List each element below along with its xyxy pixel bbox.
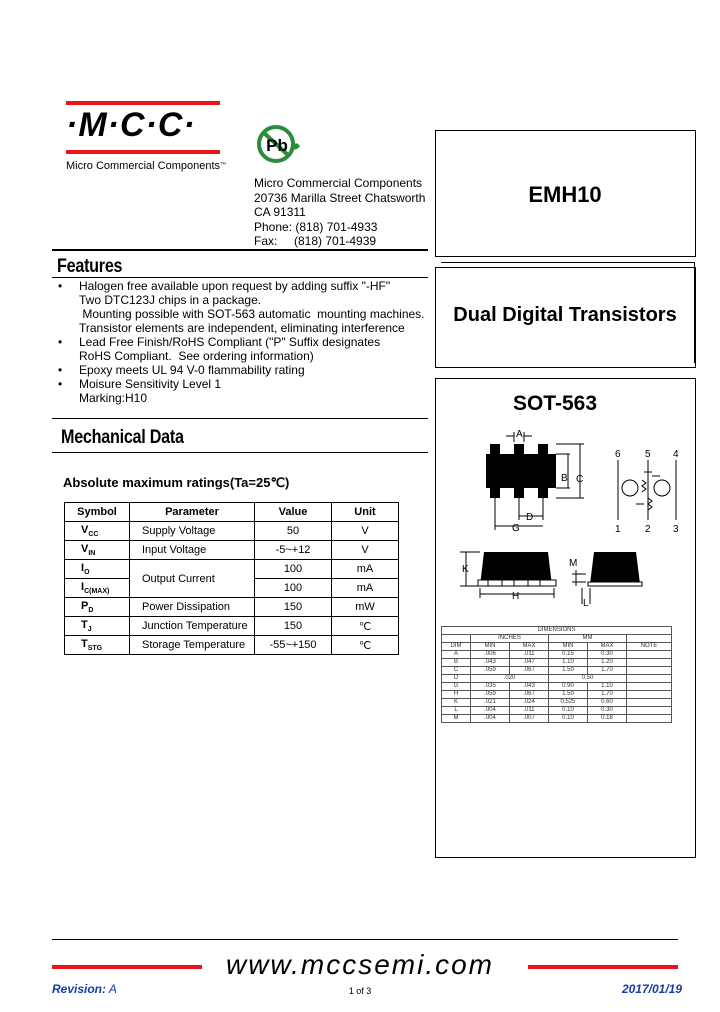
table-row: $I_O$ Output Current 100 mA [65, 560, 399, 579]
table-row: L .004 .011 0.10 0.30 [442, 707, 672, 715]
col-unit: Unit [332, 503, 399, 522]
header-divider [52, 249, 428, 251]
table-row: $T_{STG}$ Storage Temperature -55~+150 ℃ [65, 636, 399, 655]
mechanical-underline [52, 452, 428, 453]
company-address [254, 176, 425, 249]
address-line: Micro Commercial Components [254, 176, 423, 190]
revision: Revision: A [52, 982, 117, 996]
footer-rule [52, 939, 678, 940]
list-item: RoHS Compliant. See ordering information) [79, 349, 314, 363]
table-row: M .004 .007 0.10 0.18 [442, 715, 672, 723]
list-item: Transistor elements are independent, eliminating interference [79, 321, 405, 335]
table-row: H .059 .067 1.50 1.70 [442, 691, 672, 699]
logo-bottom-bar [66, 150, 220, 154]
list-item: Marking:H10 [79, 391, 148, 405]
table-row: K .021 .024 0.525 0.60 [442, 699, 672, 707]
features-underline [52, 277, 428, 278]
package-name: SOT-563 [512, 392, 598, 415]
table-row: B .043 .047 1.10 1.20 [442, 659, 672, 667]
address-line: 20736 Marilla Street Chatsworth [254, 190, 426, 205]
table-row: $P_D$ Power Dissipation 150 mW [65, 598, 399, 617]
list-item: • Moisure Sensitivity Level 1 [58, 377, 222, 391]
address-line: CA 91311 [254, 205, 306, 219]
list-item: • Epoxy meets UL 94 V-0 flammability rating [58, 363, 305, 377]
dim-label-c: C [576, 474, 584, 485]
table-header-row [65, 503, 399, 522]
dim-label-a: A [516, 429, 523, 440]
table-row: $V_{IN}$ Input Voltage -5~+12 V [65, 541, 399, 560]
list-item: Mounting possible with SOT-563 automatic mounting machines. [79, 307, 425, 321]
address-phone: Phone: (818) 701-4933 [254, 219, 378, 234]
lead-free-label: Pb [266, 136, 288, 155]
lead-free-icon [254, 122, 302, 166]
pin-1: 1 [615, 524, 621, 535]
pin-2: 2 [645, 524, 651, 535]
pin-3: 3 [673, 524, 679, 535]
package-diagram [440, 424, 690, 618]
company-tagline: Micro Commercial Components™ [66, 160, 226, 172]
features-heading: Features [57, 256, 123, 277]
features-list [56, 279, 425, 405]
table-row: C .059 .067 1.50 1.70 [442, 667, 672, 675]
dim-label-m: M [569, 558, 578, 569]
list-item: • Halogen free available upon request by adding suffix "-HF" [58, 279, 391, 293]
product-title: Dual Digital Transistors [453, 304, 677, 326]
dim-label-d: D [526, 512, 534, 523]
dim-label-k: K [462, 564, 469, 575]
list-item: • Lead Free Finish/RoHS Compliant ("P" Suffix designates [58, 335, 381, 349]
website-link[interactable]: www.mccsemi.com [225, 949, 494, 980]
ratings-table [64, 502, 399, 655]
dimensions-table [441, 626, 672, 723]
table-row: $I_{C(MAX)}$ 100 mA [65, 579, 399, 598]
table-row: $T_J$ Junction Temperature 150 ℃ [65, 617, 399, 636]
table-header-row: DIM MIN MAX MIN MAX NOTE [442, 643, 672, 651]
dim-label-b: B [561, 473, 568, 484]
pin-4: 4 [673, 449, 679, 460]
table-row: G .035 .043 0.90 1.10 [442, 683, 672, 691]
page-number: 1 of 3 [348, 986, 372, 996]
mcc-logo: ·M·C·C· [66, 106, 196, 144]
dim-label-l: L [583, 598, 589, 609]
list-item: Two DTC123J chips in a package. [79, 293, 262, 307]
col-parameter: Parameter [130, 503, 255, 522]
pin-5: 5 [645, 449, 651, 460]
dim-label-g: G [512, 523, 520, 534]
col-symbol: Symbol [65, 503, 130, 522]
table-row: D .020 0.50 [442, 675, 672, 683]
mechanical-heading: Mechanical Data [61, 427, 184, 448]
dim-title: DIMENSIONS [442, 627, 672, 635]
part-number: EMH10 [528, 182, 602, 207]
table-row: $V_{CC}$ Supply Voltage 50 V [65, 522, 399, 541]
ratings-heading: Absolute maximum ratings(Ta=25℃) [63, 475, 290, 490]
col-value: Value [255, 503, 332, 522]
table-row: A .006 .011 0.15 0.30 [442, 651, 672, 659]
dim-group-mm: MM [549, 635, 627, 643]
mechanical-topline [52, 418, 428, 419]
dim-group-inches: INCHES [471, 635, 549, 643]
address-fax: Fax: (818) 701-4939 [254, 234, 377, 248]
logo-top-bar [66, 101, 220, 105]
dim-label-h: H [512, 591, 520, 602]
pin-6: 6 [615, 449, 621, 460]
revision-date: 2017/01/19 [621, 982, 682, 996]
